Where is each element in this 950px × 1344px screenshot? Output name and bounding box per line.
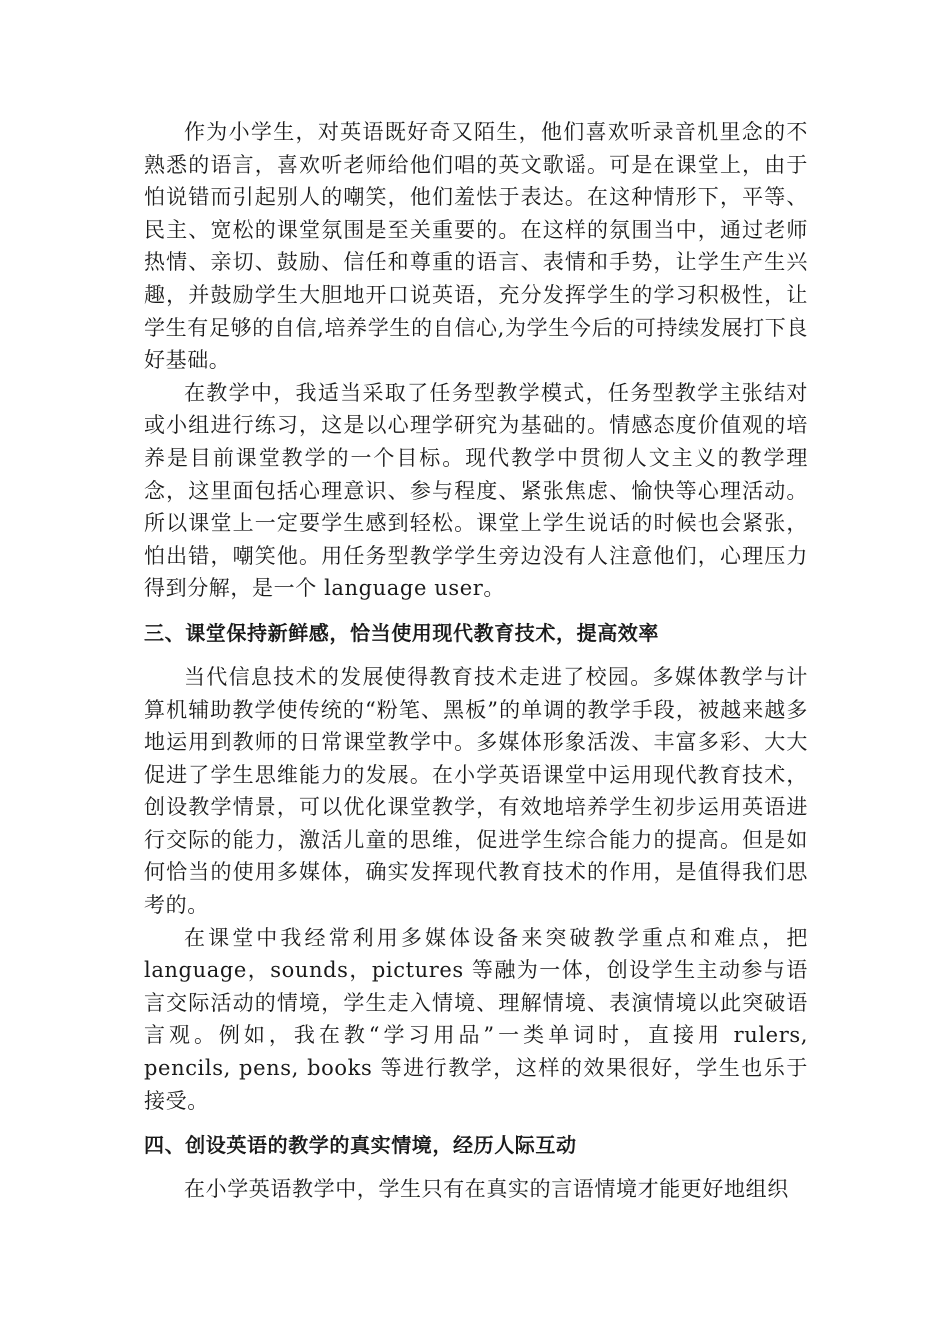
paragraph: 在教学中，我适当采取了任务型教学模式，任务型教学主张结对或小组进行练习，这是以心理学研究为基础的。情感态度价值观的培养是目前课堂教学的一个目标。现代教学中贯彻人文主义的教学理念，这里面包括心理意识、参与程度、紧张焦虑、愉快等心理活动。所以课堂上一定要学生感到轻松。课堂上学生说话的时候也会紧张，怕出错，嘲笑他。用任务型教学学生旁边没有人注意他们，心理压力得到分解，是一个 language user。 (144, 380, 808, 601)
section-heading: 三、课堂保持新鲜感，恰当使用现代教育技术，提高效率 (144, 620, 659, 645)
section-heading: 四、创设英语的教学的真实情境，经历人际互动 (144, 1133, 577, 1158)
paragraph: 作为小学生，对英语既好奇又陌生，他们喜欢听录音机里念的不熟悉的语言，喜欢听老师给他们唱的英文歌谣。可是在课堂上，由于怕说错而引起别人的嘲笑，他们羞怯于表达。在这种情形下，平等、民主、宽松的课堂氛围是至关重要的。在这样的氛围当中，通过老师热情、亲切、鼓励、信任和尊重的语言、表情和手势，让学生产生兴趣，并鼓励学生大胆地开口说英语，充分发挥学生的学习积极性，让学生有足够的自信,培养学生的自信心,为学生今后的可持续发展打下良好基础。 (144, 120, 808, 373)
paragraph: 在课堂中我经常利用多媒体设备来突破教学重点和难点，把 language，sounds，pictures 等融为一体，创设学生主动参与语言交际活动的情境，学生走入情境、理解情境、表演情境以此突破语言观。例如，我在教“学习用品”一类单词时，直接用 rulers, pencils, pens, books 等进行教学，这样的效果很好，学生也乐于接受。 (144, 925, 808, 1113)
paragraph: 在小学英语教学中，学生只有在真实的言语情境才能更好地组织 (184, 1177, 789, 1202)
document-page (144, 116, 808, 1206)
paragraph: 当代信息技术的发展使得教育技术走进了校园。多媒体教学与计算机辅助教学使传统的“粉笔、黑板”的单调的教学手段，被越来越多地运用到教师的日常课堂教学中。多媒体形象活泼、丰富多彩、大大促进了学生思维能力的发展。在小学英语课堂中运用现代教育技术，创设教学情景，可以优化课堂教学，有效地培养学生初步运用英语进行交际的能力，激活儿童的思维，促进学生综合能力的提高。但是如何恰当的使用多媒体，确实发挥现代教育技术的作用，是值得我们思考的。 (144, 664, 808, 918)
